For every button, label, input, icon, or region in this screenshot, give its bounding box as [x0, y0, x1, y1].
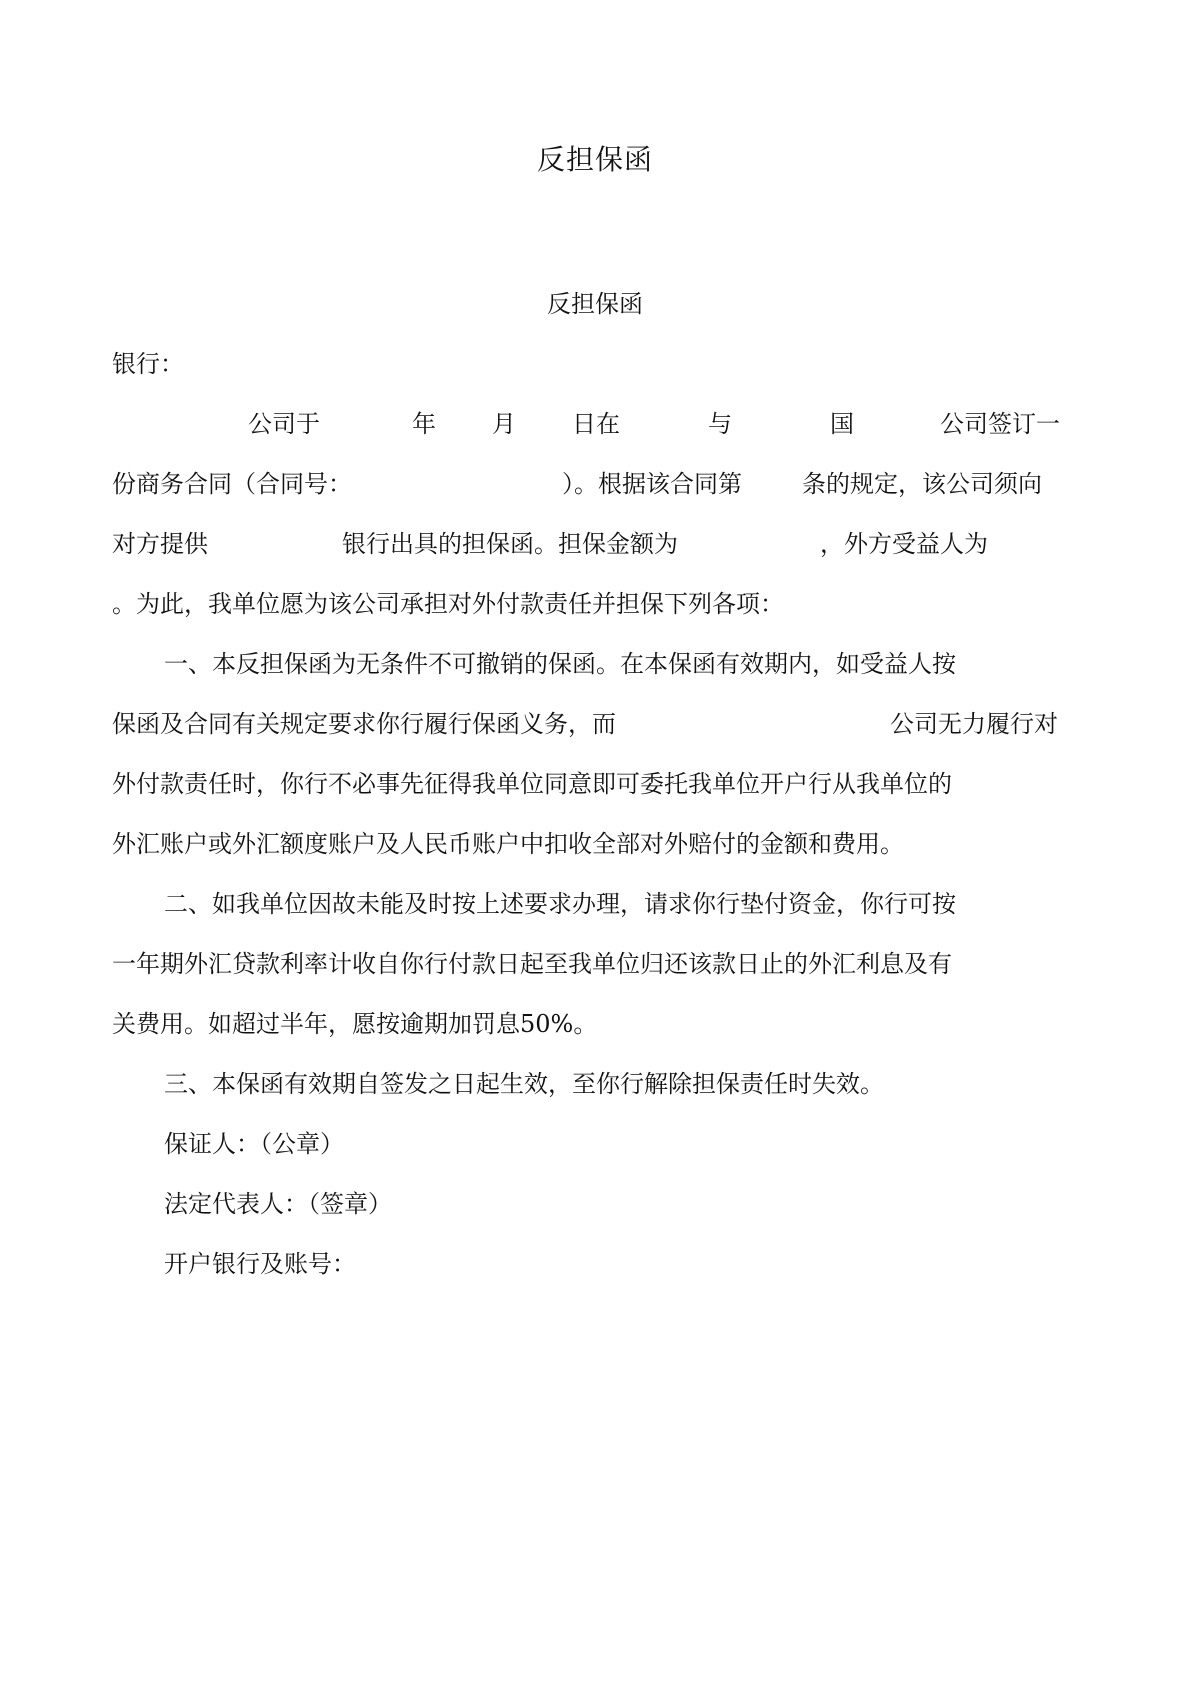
salutation: 银行： — [112, 350, 184, 378]
para1-month: 月 — [492, 410, 516, 438]
para1-provide: 对方提供 — [112, 530, 208, 558]
para1-line4: 。为此，我单位愿为该公司承担对外付款责任并担保下列各项： — [112, 590, 784, 618]
legal-representative-line: 法定代表人：（签章） — [164, 1190, 392, 1218]
para1-contract-no: 份商务合同（合同号： — [112, 470, 352, 498]
para1-company-signed: 公司签订一 — [940, 410, 1060, 438]
item3-line1: 三、本保函有效期自签发之日起生效，至你行解除担保责任时失效。 — [164, 1070, 884, 1098]
para1-day-at: 日在 — [572, 410, 620, 438]
item2-line2: 一年期外汇贷款利率计收自你行付款日起至我单位归还该款日止的外汇利息及有 — [112, 950, 952, 978]
bank-account-line: 开户银行及账号： — [164, 1250, 356, 1278]
item2-line1: 二、如我单位因故未能及时按上述要求办理，请求你行垫付资金，你行可按 — [164, 890, 956, 918]
item1-line2-b: 公司无力履行对 — [890, 710, 1058, 738]
para1-according: ）。根据该合同第 — [562, 470, 742, 498]
document-title: 反担保函 — [536, 143, 653, 176]
letter-subtitle: 反担保函 — [547, 290, 643, 318]
para1-beneficiary: ，外方受益人为 — [820, 530, 988, 558]
para1-clause: 条的规定，该公司须向 — [802, 470, 1042, 498]
para1-bank-issued: 银行出具的担保函。担保金额为 — [342, 530, 678, 558]
item1-line2-a: 保函及合同有关规定要求你行履行保函义务，而 — [112, 710, 616, 738]
guarantor-line: 保证人：（公章） — [164, 1130, 344, 1158]
para1-year: 年 — [412, 410, 436, 438]
item1-line3: 外付款责任时，你行不必事先征得我单位同意即可委托我单位开户行从我单位的 — [112, 770, 952, 798]
item2-line3: 关费用。如超过半年，愿按逾期加罚息50%。 — [112, 1010, 598, 1038]
item1-line1: 一、本反担保函为无条件不可撤销的保函。在本保函有效期内，如受益人按 — [164, 650, 956, 678]
para1-company-at: 公司于 — [248, 410, 320, 438]
para1-country: 国 — [830, 410, 854, 438]
item1-line4: 外汇账户或外汇额度账户及人民币账户中扣收全部对外赔付的金额和费用。 — [112, 830, 904, 858]
para1-with: 与 — [708, 410, 732, 438]
